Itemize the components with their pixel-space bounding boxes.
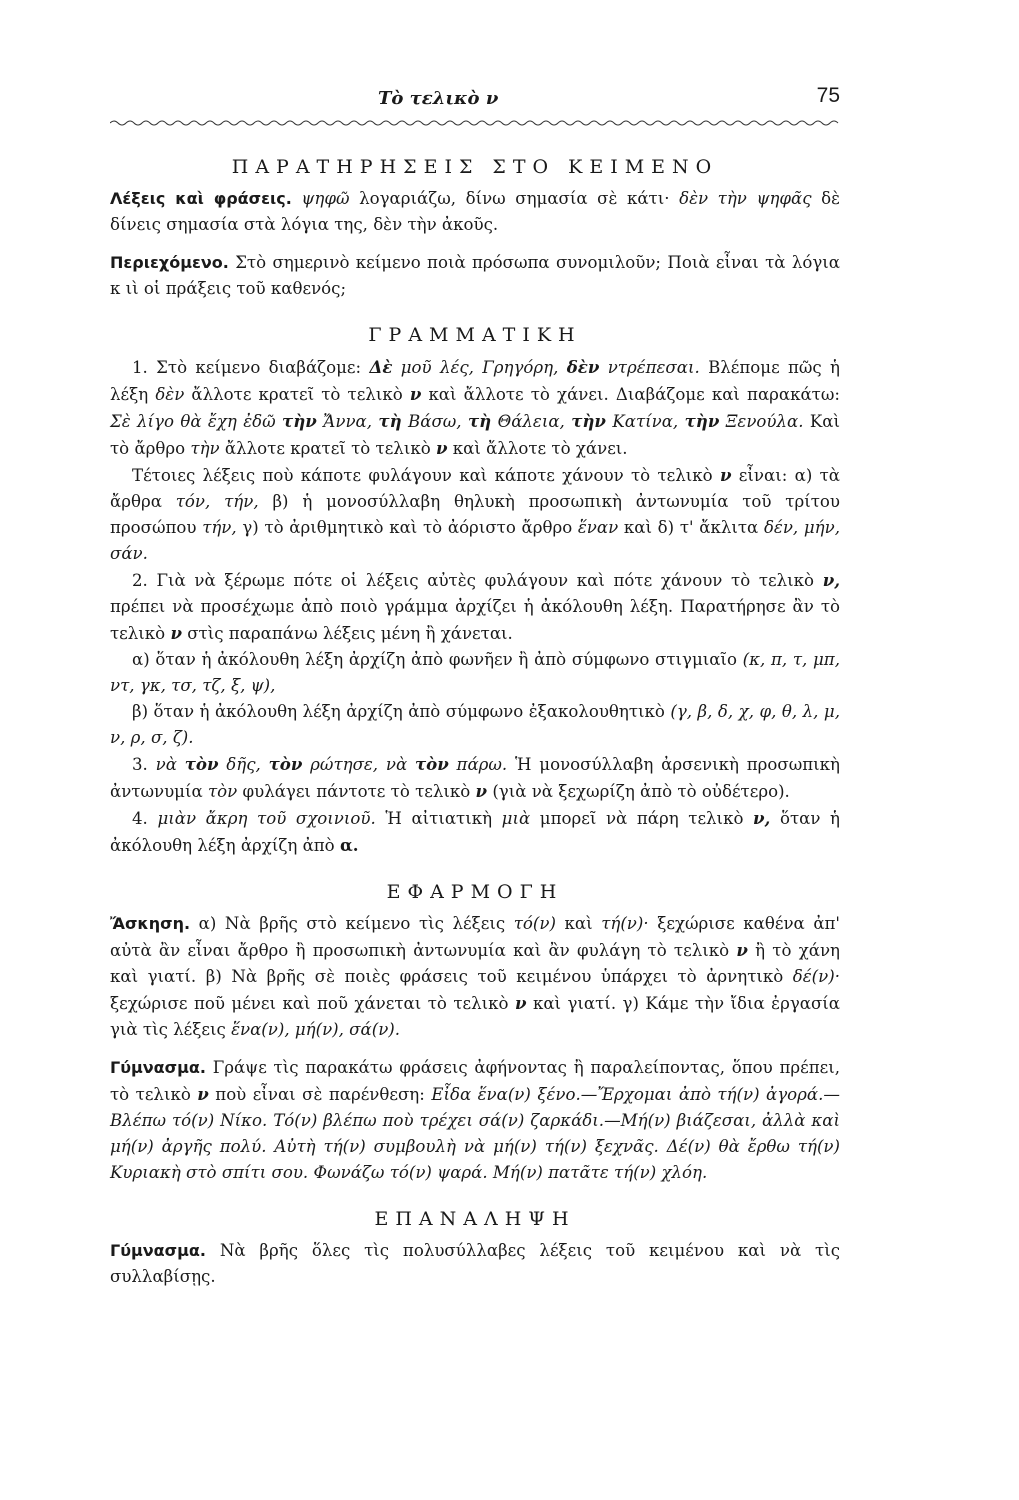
text-run: ξεχώρισε καθένα ἀπ' αὐτὰ ἂν εἶναι ἄρθρο ἢ προσωπικὴ ἀντωνυμία καὶ ἂν φυλάγη τὸ τελικὸ — [110, 914, 840, 960]
text-run: τὴ — [467, 411, 492, 431]
text-run: Ἡ μονοσύλλαβη ἀρσενικὴ προσωπικὴ ἀντωνυμία — [110, 755, 840, 801]
section-heading-application: ΕΦΑΡΜΟΓΗ — [386, 881, 564, 903]
words-lead: Λέξεις καὶ φράσεις. — [110, 189, 292, 208]
text-run: νὰ — [155, 755, 185, 774]
text-run: τὴν — [282, 411, 317, 431]
running-header — [110, 84, 840, 118]
text-run: ξεχώρισε ποῦ μένει καὶ ποῦ χάνεται τὸ τελικὸ — [110, 994, 515, 1013]
text-run: καὶ γιατί. γ) Κάμε τὴν ἴδια ἐργασία γιὰ τὶς λέξεις — [110, 994, 841, 1039]
text-run: ν — [475, 781, 488, 801]
text-run — [292, 189, 302, 208]
text-run: ν — [170, 623, 182, 643]
review-lead: Γύμνασμα. — [110, 1241, 206, 1260]
text-run: δὲν — [566, 357, 600, 377]
text-run: τόν, τήν, — [175, 492, 259, 511]
text-run: Τέτοιες λέξεις ποὺ κάποτε φυλάγουν καὶ κάποτε χάνουν τὸ τελικὸ — [132, 466, 720, 485]
text-run: Βλέπομε πῶς ἡ λέξη — [110, 358, 840, 404]
text-run: Σὲ λίγο θὰ ἔχη ἐδῶ — [110, 412, 283, 431]
text-run: τὴ — [378, 411, 402, 431]
text-run: 2. Γιὰ νὰ ξέρωμε πότε οἱ λέξεις αὐτὲς φυλάγουν καὶ πότε χάνουν τὸ τελικὸ — [132, 571, 823, 590]
text-run: Γράψε τὶς παρακάτω φράσεις ἀφήνοντας ἢ παραλείποντας, ὅπου πρέπει, τὸ τελικὸ — [110, 1058, 840, 1104]
wavy-rule-divider — [110, 118, 840, 128]
grammar-paragraph-1 — [110, 354, 840, 462]
text-run: τήν, — [202, 518, 237, 537]
text-run: φυλάγει πάντοτε τὸ τελικὸ — [237, 782, 476, 801]
grammar-paragraph-3 — [110, 751, 840, 805]
text-run: τὸν — [414, 754, 449, 774]
review-paragraph — [110, 1238, 840, 1290]
text-run: ντρέπεσαι. — [599, 358, 700, 377]
text-run: Νὰ βρῆς ὅλες τὶς πολυσύλλαβες λέξεις τοῦ κειμένου καὶ νὰ τὶς συλλαβίσῃς. — [110, 1241, 840, 1286]
text-run: τὴν — [684, 411, 720, 431]
text-run: β) ὅταν ἡ ἀκόλουθη λέξη ἀρχίζη ἀπὸ σύμφωνο ἐξακολουθητικὸ — [132, 702, 671, 721]
text-run: μιὰν ἄκρη τοῦ σχοινιοῦ. — [157, 809, 376, 828]
grammar-paragraph-1b — [110, 462, 840, 567]
text-run: 3. — [132, 755, 156, 774]
text-run: ἕνα(ν), μή(ν), σά(ν). — [231, 1020, 401, 1039]
text-run: Εἶδα ἕνα(ν) ξένο.—Ἔρχομαι ἀπὸ τή(ν) ἀγορά.—Βλέπω τό(ν) Νίκο. Τό(ν) βλέπω ποὺ τρέχει σά(ν) ζαρκάδι.—Μή(ν) βιάζεσαι, ἀλλὰ καὶ μή(ν) ἀργῆς πολύ. Αὐτὴ τή(ν) συμβουλὴ νὰ μή(ν) τή(ν) ξεχνᾶς. Δέ(ν) θὰ ἔρθω τή(ν) Κυριακὴ στὸ σπίτι σου. Φωνάζω τό(ν) ψαρά. Μή(ν) πατᾶτε τή(ν) χλόη. — [110, 1085, 840, 1182]
grammar-paragraph-2b — [110, 699, 840, 751]
text-run: Θάλεια, — [491, 412, 572, 431]
text-run: τὸν — [207, 782, 238, 801]
text-run: Βάσω, — [401, 412, 468, 431]
text-run: (γ, β, δ, χ, φ, θ, λ, μ, ν, ρ, σ, ζ). — [110, 702, 840, 747]
section-heading-observations: ΠΑΡΑΤΗΡΗΣΕΙΣ ΣΤΟ ΚΕΙΜΕΝΟ — [231, 156, 719, 178]
text-run: καὶ ἄλλοτε τὸ χάνει. — [447, 439, 628, 458]
page-number: 75 — [816, 84, 840, 107]
text-run: ὅταν ἡ ἀκόλουθη λέξη ἀρχίζη ἀπὸ — [110, 809, 840, 855]
grammar-paragraph-4 — [110, 805, 840, 859]
text-run: 4. — [132, 809, 158, 828]
text-run: ρώτησε, νὰ — [302, 755, 415, 774]
text-run: στὶς παραπάνω λέξεις μένη ἢ χάνεται. — [181, 624, 513, 643]
text-run: μοῦ λές, Γρηγόρη, — [392, 358, 567, 377]
practice-lead: Γύμνασμα. — [110, 1058, 206, 1077]
text-run: δὲ δίνεις σημασία στὰ λόγια της, δὲν τὴν ἀκοῦς. — [110, 189, 840, 234]
text-run: α. — [339, 835, 359, 855]
text-run: Στὸ σημερινὸ κείμενο ποιὰ πρόσωπα συνομιλοῦν; Ποιὰ εἶναι τὰ λόγια κ ιὶ οἱ πράξεις τοῦ καθενός; — [110, 253, 840, 298]
text-run: Ξενούλα. — [719, 412, 804, 431]
text-run: ἄλλοτε κρατεῖ τὸ τελικὸ — [219, 439, 436, 458]
text-run: δὲν τὴν ψηφᾶς — [679, 189, 812, 208]
text-run: ἢ τὸ χάνη καὶ γιατί. β) Νὰ βρῆς σὲ ποιὲς φράσεις τοῦ κειμένου ὑπάρχει τὸ ἀρνητικὸ — [110, 941, 840, 986]
content-lead: Περιεχόμενο. — [110, 253, 229, 272]
section-heading-review: ΕΠΑΝΑΛΗΨΗ — [374, 1208, 576, 1230]
practice-paragraph — [110, 1055, 840, 1186]
text-run: (γιὰ νὰ ξεχωρίζη ἀπὸ τὸ οὐδέτερο). — [487, 782, 790, 801]
text-run: καὶ — [555, 914, 602, 933]
text-run: ν, — [822, 570, 840, 590]
section-heading-grammar: ΓΡΑΜΜΑΤΙΚΗ — [368, 324, 582, 346]
text-run: λογαριάζω, δίνω σημασία σὲ κάτι· — [349, 189, 680, 208]
text-run: ν — [719, 465, 732, 485]
text-run: ποὺ εἶναι σὲ παρένθεση: — [208, 1085, 432, 1104]
content-paragraph — [110, 250, 840, 302]
text-run: ἕναν — [577, 518, 619, 537]
exercise-paragraph — [110, 911, 840, 1043]
text-run: τὴν — [190, 439, 220, 458]
text-run: γ) τὸ ἀριθμητικὸ καὶ τὸ ἀόριστο ἄρθρο — [236, 518, 578, 537]
text-run: α) ὅταν ἡ ἀκόλουθη λέξη ἀρχίζη ἀπὸ φωνῆεν ἢ ἀπὸ σύμφωνο στιγμιαῖο — [132, 650, 743, 669]
text-run: Δὲ — [369, 357, 393, 377]
text-run: δέ(ν)· — [792, 967, 840, 986]
text-run: ν — [736, 940, 748, 960]
text-run: δῆς, — [218, 755, 269, 774]
text-run: ν — [409, 384, 422, 404]
text-run: πάρω. — [448, 755, 508, 774]
text-run: (κ, π, τ, μπ, ντ, γκ, τσ, τζ, ξ, ψ), — [110, 650, 840, 695]
text-run: εἶναι: α) τὰ ἄρθρα — [110, 466, 840, 511]
text-run: Ἄννα, — [316, 412, 379, 431]
text-run: καὶ ἄλλοτε τὸ χάνει. Διαβάζομε καὶ παρακάτω: — [421, 385, 840, 404]
text-run: καὶ δ) τ' ἄκλιτα — [618, 518, 764, 537]
words-paragraph — [110, 186, 840, 238]
text-run: δέν, μήν, σάν. — [110, 518, 840, 563]
book-page — [110, 84, 840, 1290]
exercise-lead: Ἄσκηση. — [110, 914, 191, 933]
text-run: δὲν — [155, 385, 185, 404]
text-run: α) Νὰ βρῆς στὸ κείμενο τὶς λέξεις — [190, 914, 514, 933]
text-run: Καὶ τὸ ἄρθρο — [110, 412, 840, 458]
running-title: Τὸ τελικὸ ν — [378, 88, 499, 109]
grammar-paragraph-2 — [110, 567, 840, 647]
text-run: τὸν — [184, 754, 219, 774]
text-run: ψηφῶ — [301, 189, 350, 208]
text-run: Ἡ αἰτιατικὴ — [375, 809, 502, 828]
text-run: ν — [435, 438, 448, 458]
text-run: β) ἡ μονοσύλλαβη θηλυκὴ προσωπικὴ ἀντωνυμία τοῦ τρίτου προσώπου — [110, 492, 841, 537]
grammar-paragraph-2a — [110, 647, 840, 699]
text-run: ν — [514, 993, 527, 1013]
text-run: τὸν — [268, 754, 303, 774]
text-run: τή(ν)· — [601, 914, 649, 933]
text-run: μιὰ — [501, 809, 531, 828]
text-run: ἄλλοτε κρατεῖ τὸ τελικὸ — [184, 385, 410, 404]
text-run: τό(ν) — [513, 914, 556, 933]
text-run: μπορεῖ νὰ πάρη τελικὸ — [530, 809, 754, 828]
text-run: 1. Στὸ κείμενο διαβάζομε: — [132, 358, 370, 377]
text-run: πρέπει νὰ προσέχωμε ἀπὸ ποιὸ γράμμα ἀρχίζει ἡ ἀκόλουθη λέξη. Παρατήρησε ἂν τὸ τελικὸ — [110, 597, 840, 643]
text-run: ν, — [753, 808, 771, 828]
text-run: ν — [197, 1084, 209, 1104]
text-run: Κατίνα, — [605, 412, 685, 431]
text-run: τὴν — [571, 411, 606, 431]
